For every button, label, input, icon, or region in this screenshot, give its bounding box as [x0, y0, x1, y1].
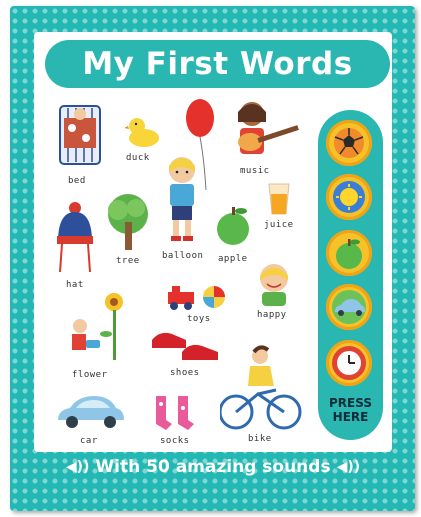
- apple-illustration: [213, 203, 253, 247]
- book-title: My First Words: [82, 46, 353, 82]
- word-juice: juice: [264, 220, 294, 230]
- press-here-label: [318, 396, 383, 424]
- socks-illustration: [152, 394, 198, 434]
- title-banner: [45, 40, 390, 88]
- football-icon: [326, 120, 372, 166]
- apple-sound-button[interactable]: [326, 230, 372, 276]
- music-guitar-illustration: [228, 100, 302, 162]
- word-toys: toys: [187, 314, 211, 324]
- bed-illustration: [56, 98, 104, 170]
- apple-icon: [326, 230, 372, 276]
- happy-child-illustration: [254, 258, 294, 308]
- shoes-illustration: [150, 326, 222, 362]
- word-duck: duck: [126, 153, 150, 163]
- speaker-right-icon: ◀)): [336, 459, 361, 475]
- press-here-line-2: HERE: [332, 410, 369, 424]
- word-tree: tree: [116, 256, 140, 266]
- car-icon: [326, 284, 372, 330]
- duck-illustration: [125, 114, 163, 150]
- sounds-tagline: [38, 454, 388, 480]
- word-apple: apple: [218, 254, 248, 264]
- clock-sound-button[interactable]: [326, 340, 372, 386]
- speaker-left-icon: ◀)): [65, 459, 90, 475]
- clock-icon: [326, 340, 372, 386]
- word-happy: happy: [257, 310, 287, 320]
- word-balloon: balloon: [162, 251, 204, 261]
- press-here-line-1: PRESS: [329, 396, 372, 410]
- hat-illustration: [54, 202, 96, 276]
- sounds-tagline-text: With 50 amazing sounds: [95, 457, 331, 477]
- word-bike: bike: [248, 434, 272, 444]
- flower-illustration: [64, 290, 134, 366]
- word-flower: flower: [72, 370, 108, 380]
- toys-illustration: [166, 284, 228, 312]
- word-music: music: [240, 166, 270, 176]
- sun-icon: [326, 174, 372, 220]
- bike-illustration: [220, 344, 302, 434]
- word-car: car: [80, 436, 98, 446]
- car-illustration: [54, 392, 126, 432]
- football-sound-button[interactable]: [326, 120, 372, 166]
- juice-illustration: [265, 180, 293, 218]
- car-sound-button[interactable]: [326, 284, 372, 330]
- word-bed: bed: [68, 176, 86, 186]
- word-socks: socks: [160, 436, 190, 446]
- sun-sound-button[interactable]: [326, 174, 372, 220]
- tree-illustration: [102, 192, 156, 252]
- word-shoes: shoes: [170, 368, 200, 378]
- word-hat: hat: [66, 280, 84, 290]
